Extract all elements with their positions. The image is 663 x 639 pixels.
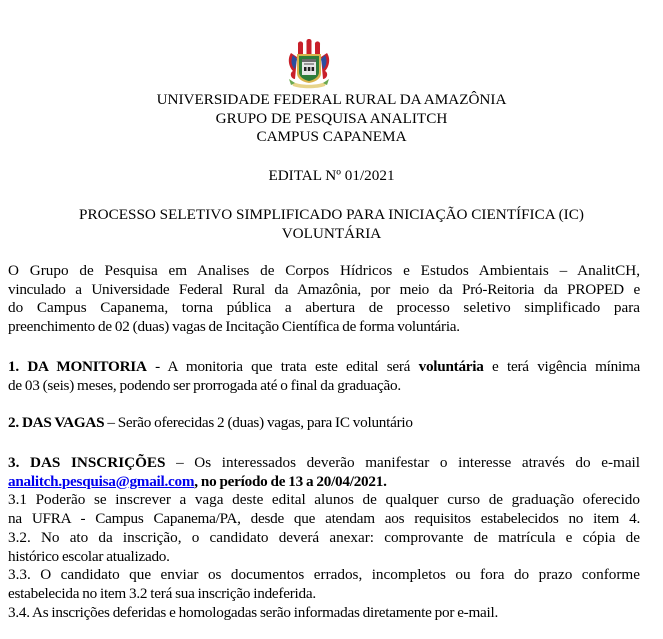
section-monitoria	[8, 358, 640, 395]
item-3-1-line-1: 3.1 Poderão se inscrever a vaga deste edital alunos de qualquer curso de graduação oferecido	[8, 491, 640, 509]
registration-period: , no período de 13 a 20/04/2021.	[194, 472, 387, 490]
document-title-line-2: VOLUNTÁRIA	[281, 224, 382, 242]
section-3-text: – Os interessados deverão manifestar o interesse através do e-mail	[165, 454, 640, 471]
item-3-2-line-1: 3.2. No ato da inscrição, o candidato deverá anexar: comprovante de matrícula e cópia de	[8, 528, 640, 546]
intro-paragraph	[8, 262, 640, 337]
section-1-text-end: e terá vigência mínima	[483, 358, 641, 375]
intro-line-1: O Grupo de Pesquisa em Analises de Corpos Hídricos e Estudos Ambientais – AnalitCH,	[8, 262, 640, 279]
section-2-heading: 2. DAS VAGAS	[8, 414, 105, 431]
document-title	[0, 206, 663, 243]
section-1-heading: 1. DA MONITORIA	[8, 358, 147, 375]
university-crest-icon	[285, 39, 333, 89]
university-name: UNIVERSIDADE FEDERAL RURAL DA AMAZÔNIA	[156, 91, 507, 108]
email-link[interactable]: analitch.pesquisa@gmail.com	[8, 472, 195, 490]
item-3-3-line-2: estabelecida no item 3.2 terá sua inscrição indeferida.	[8, 584, 316, 602]
intro-line-3: do Campus Capanema, torna pública a abertura de processo seletivo simplificado para	[8, 299, 640, 317]
campus-name: CAMPUS CAPANEMA	[256, 128, 407, 145]
item-3-2-line-2: histórico escolar atualizado.	[8, 547, 170, 565]
intro-line-2: vinculado a Universidade Federal Rural da Amazônia, por meio da Pró-Reitoria da PROPED e	[8, 280, 640, 298]
header-block	[0, 91, 663, 147]
item-3-4-line-1: 3.4. As inscrições deferidas e homologadas serão informadas diretamente por e-mail.	[8, 603, 499, 621]
document-title-line-1: PROCESSO SELETIVO SIMPLIFICADO PARA INICIAÇÃO CIENTÍFICA (IC)	[79, 206, 584, 223]
section-1-line-2: de 03 (seis) meses, podendo ser prorrogada até o final da graduação.	[8, 376, 401, 394]
section-inscricoes	[8, 454, 640, 622]
research-group-name: GRUPO DE PESQUISA ANALITCH	[215, 109, 448, 127]
section-2-text: – Serão oferecidas 2 (duas) vagas, para IC voluntário	[104, 414, 413, 431]
voluntary-emphasis: voluntária	[418, 358, 484, 375]
item-3-3-line-1: 3.3. O candidato que enviar os documentos errados, incompletos ou fora do prazo conforme	[8, 566, 640, 584]
section-1-text: - A monitoria que trata este edital será	[146, 358, 419, 375]
item-3-1-line-2: na UFRA - Campus Capanema/PA, desde que atendam aos requisitos estabelecidos no item 4.	[8, 510, 640, 528]
section-vagas	[8, 414, 640, 433]
section-3-heading: 3. DAS INSCRIÇÕES	[8, 454, 166, 471]
intro-line-4: preenchimento de 02 (duas) vagas de Incitação Científica de forma voluntária.	[8, 318, 460, 336]
edital-number: EDITAL Nº 01/2021	[268, 167, 395, 184]
